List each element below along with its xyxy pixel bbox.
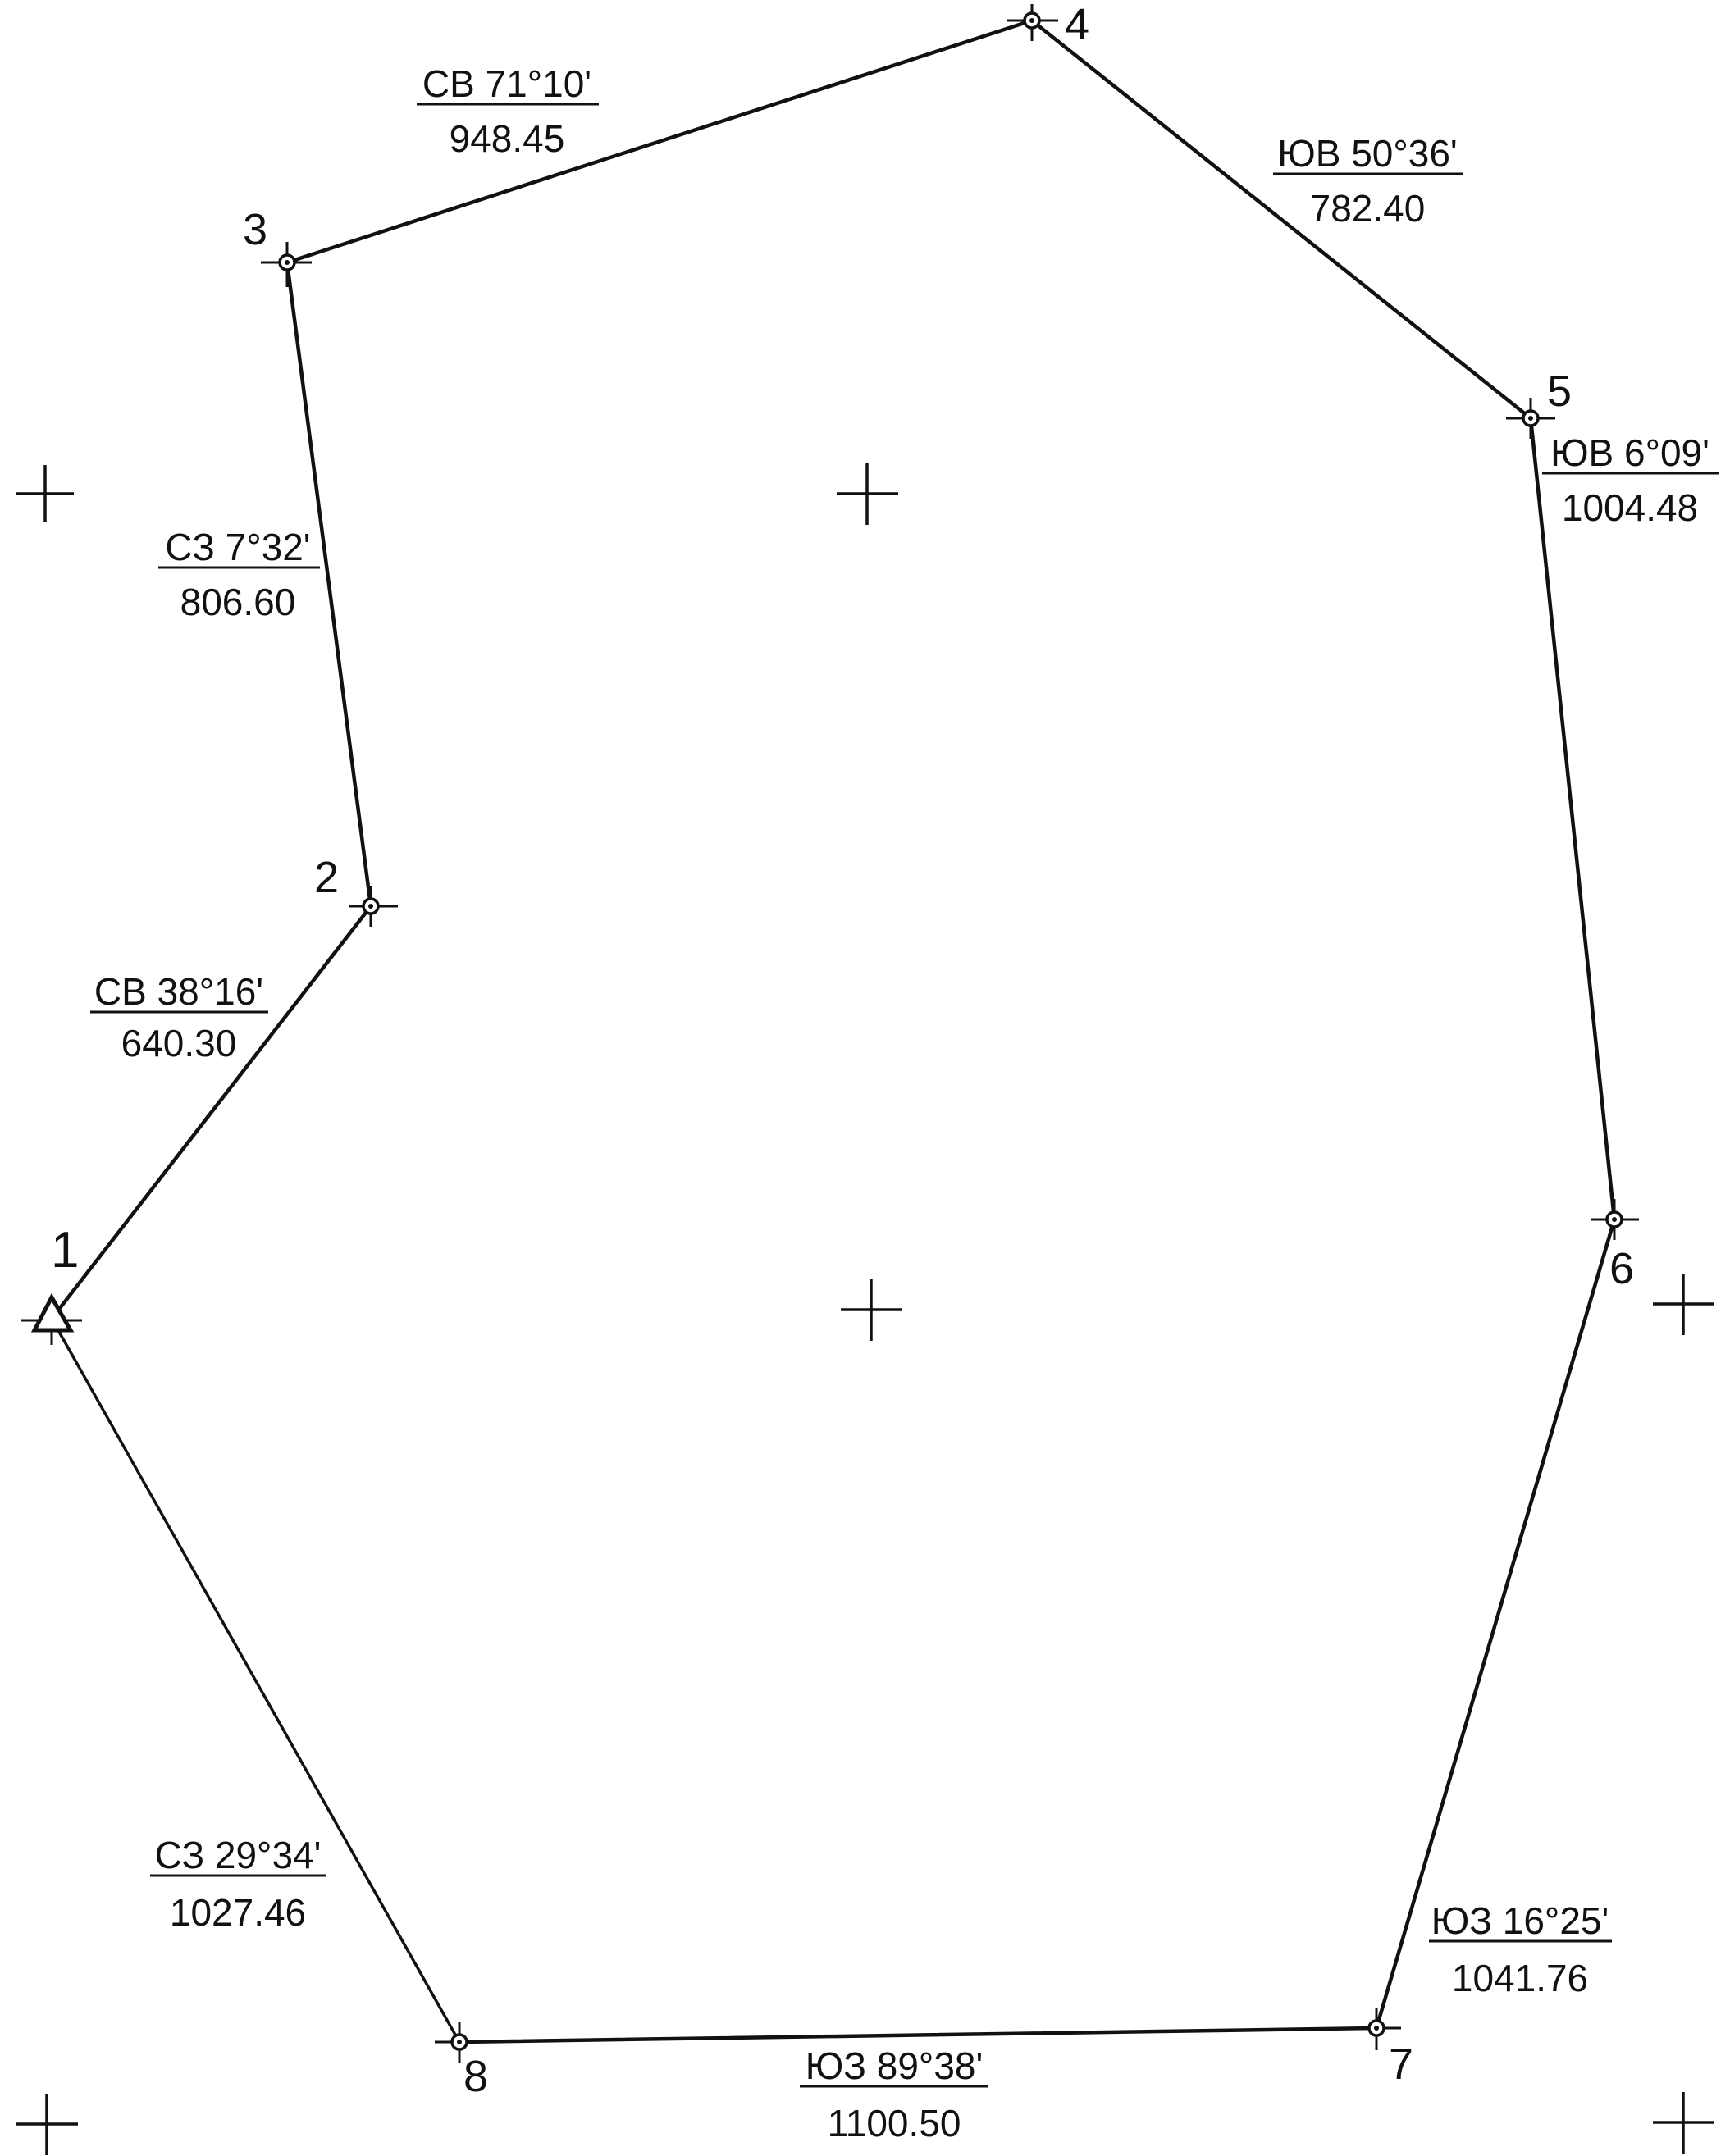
grid-cross bbox=[841, 1279, 902, 1341]
bearing-label: ЮЗ 89°38' bbox=[805, 2044, 984, 2087]
distance-label: 782.40 bbox=[1309, 187, 1426, 230]
distance-label: 1041.76 bbox=[1451, 1957, 1589, 1999]
leg-annotation-4-5 bbox=[1273, 132, 1463, 230]
station-label: 6 bbox=[1609, 1244, 1635, 1293]
grid-cross bbox=[1653, 1274, 1714, 1335]
traverse-leg-7-8 bbox=[459, 2028, 1376, 2042]
station-2-marker-icon bbox=[349, 886, 398, 927]
distance-label: 806.60 bbox=[180, 581, 296, 623]
grid-cross bbox=[16, 2094, 78, 2155]
leg-annotation-8-1 bbox=[150, 1834, 326, 1934]
station-label: 3 bbox=[243, 205, 268, 254]
station-label: 8 bbox=[463, 2052, 489, 2101]
station-label: 1 bbox=[51, 1222, 80, 1279]
grid-cross bbox=[1653, 2092, 1714, 2154]
distance-label: 1004.48 bbox=[1561, 486, 1699, 529]
traverse-leg-5-6 bbox=[1531, 418, 1614, 1219]
grid-cross bbox=[837, 463, 898, 525]
distance-label: 1100.50 bbox=[827, 2102, 961, 2145]
distance-label: 640.30 bbox=[121, 1022, 237, 1064]
traverse-leg-2-3 bbox=[287, 262, 371, 906]
distance-label: 948.45 bbox=[449, 117, 565, 160]
leg-annotation-1-2 bbox=[90, 970, 268, 1064]
traverse-leg-4-5 bbox=[1032, 21, 1531, 418]
leg-annotation-2-3 bbox=[158, 526, 320, 623]
bearing-label: СЗ 7°32' bbox=[165, 526, 311, 568]
station-label: 5 bbox=[1547, 367, 1573, 416]
station-1-triangle-icon bbox=[21, 1296, 82, 1345]
bearing-label: ЮЗ 16°25' bbox=[1431, 1899, 1609, 1942]
station-label: 2 bbox=[314, 853, 340, 902]
station-3-marker-icon bbox=[261, 242, 312, 287]
leg-annotation-3-4 bbox=[417, 62, 599, 160]
bearing-label: ЮВ 50°36' bbox=[1277, 132, 1458, 175]
distance-label: 1027.46 bbox=[169, 1891, 307, 1934]
bearing-label: ЮВ 6°09' bbox=[1550, 431, 1709, 474]
bearing-label: СЗ 29°34' bbox=[154, 1834, 322, 1876]
leg-annotation-5-6 bbox=[1542, 431, 1719, 529]
traverse-leg-1-2 bbox=[52, 906, 371, 1319]
grid-cross bbox=[16, 465, 74, 522]
traverse-leg-3-4 bbox=[287, 21, 1032, 262]
station-6-marker-icon bbox=[1591, 1199, 1639, 1240]
leg-annotation-6-7 bbox=[1429, 1899, 1612, 1999]
leg-annotation-7-8 bbox=[800, 2044, 988, 2145]
bearing-label: СВ 71°10' bbox=[422, 62, 592, 105]
bearing-label: СВ 38°16' bbox=[94, 970, 264, 1013]
station-label: 7 bbox=[1389, 2040, 1414, 2089]
station-label: 4 bbox=[1065, 0, 1090, 49]
